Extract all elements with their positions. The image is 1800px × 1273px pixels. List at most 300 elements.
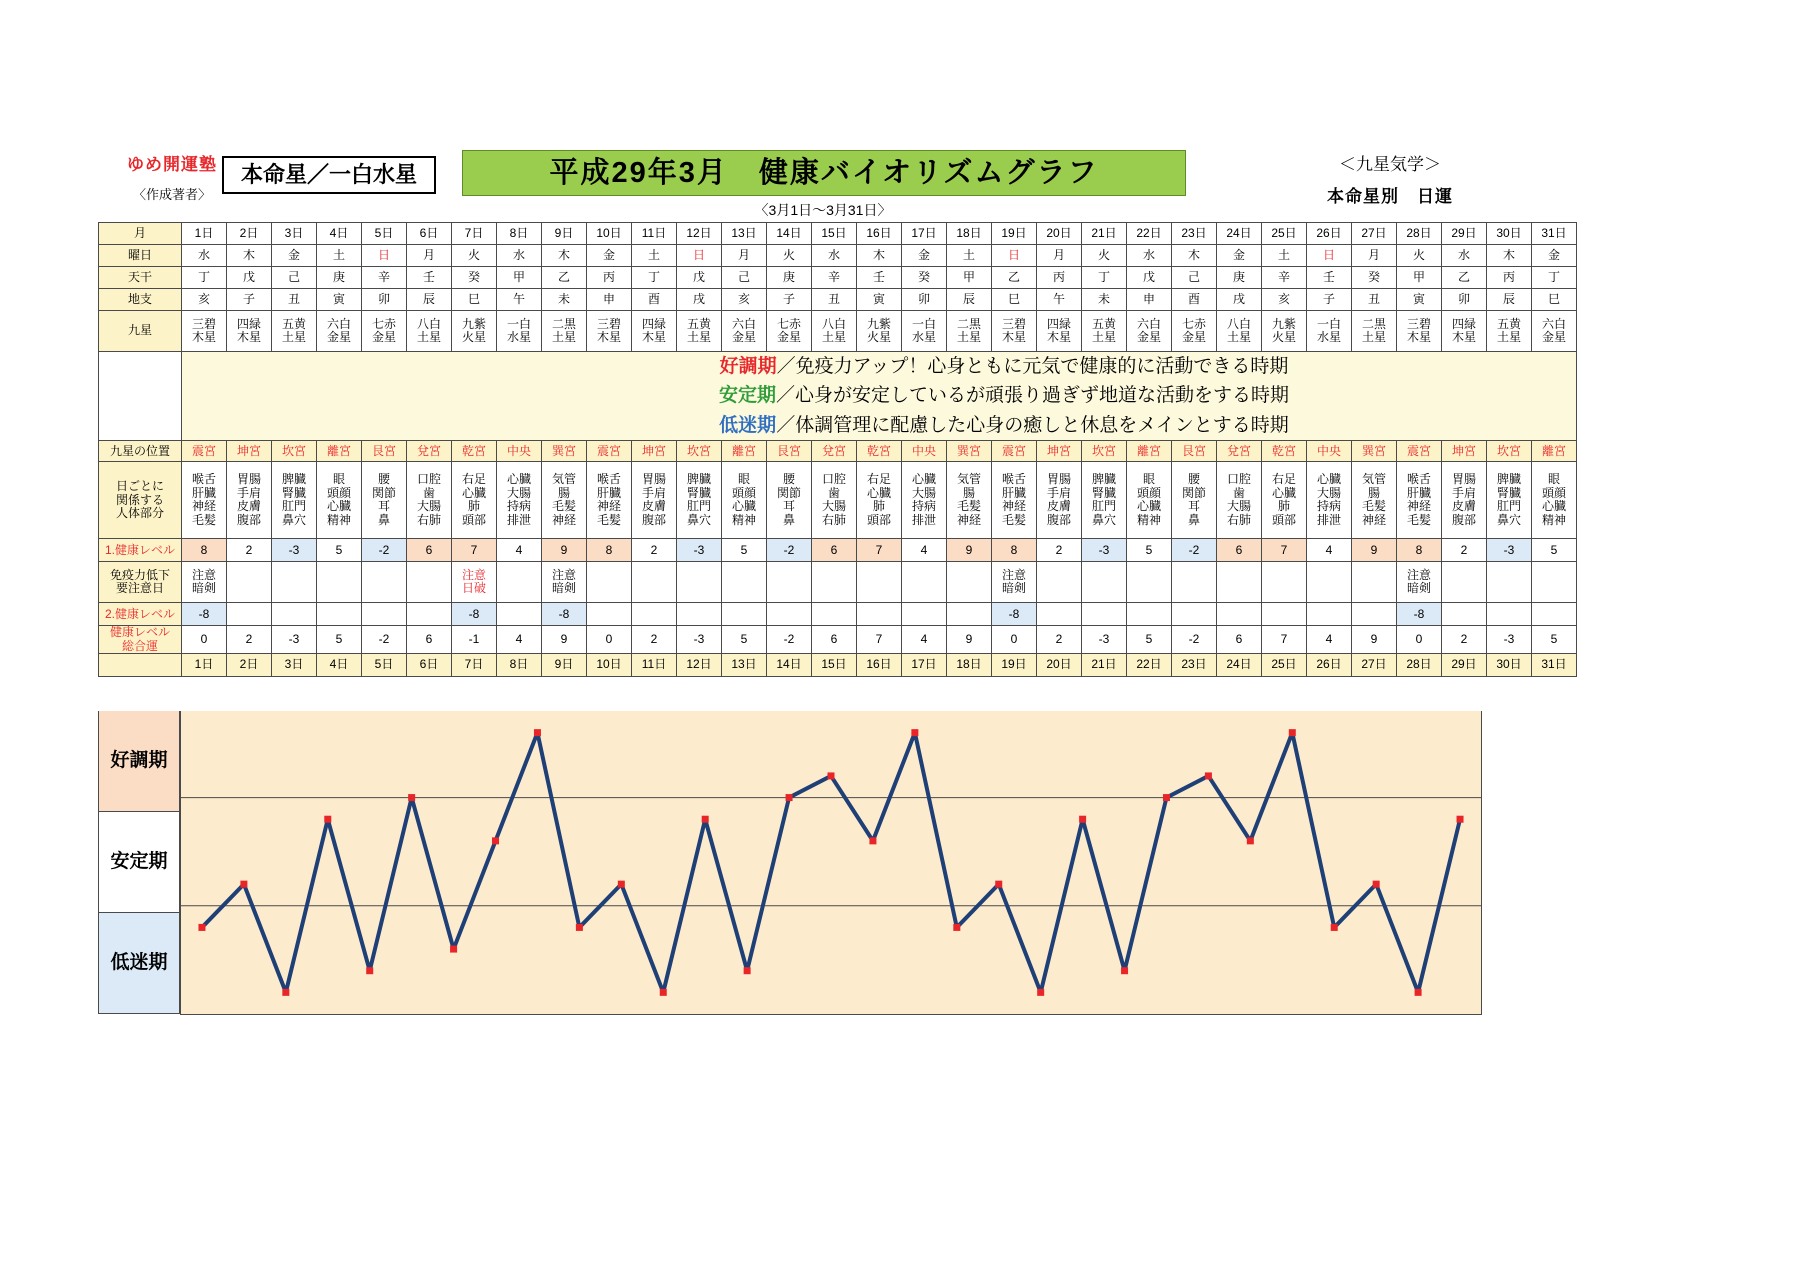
cell: -3 [677, 539, 722, 562]
cell [767, 562, 812, 603]
cell: 卯 [902, 289, 947, 311]
cell: 乾宮 [857, 441, 902, 462]
cell: 6 [407, 626, 452, 654]
cell: 離宮 [722, 441, 767, 462]
cell: 土 [632, 245, 677, 267]
cell: -8 [542, 603, 587, 626]
cell: 丙 [1487, 267, 1532, 289]
cell: 丙 [1037, 267, 1082, 289]
cell [1352, 603, 1397, 626]
cell: 火 [767, 245, 812, 267]
cell: 己 [272, 267, 317, 289]
cell: 兌宮 [1217, 441, 1262, 462]
cell: 壬 [857, 267, 902, 289]
cell: 9 [542, 539, 587, 562]
cell: 亥 [722, 289, 767, 311]
cell: 4日 [317, 223, 362, 245]
cell: 壬 [407, 267, 452, 289]
cell: 心臓 大腸 持病 排泄 [902, 462, 947, 539]
cell: 25日 [1262, 654, 1307, 677]
cell: 丑 [812, 289, 857, 311]
cell: 艮宮 [767, 441, 812, 462]
cell: 戌 [1217, 289, 1262, 311]
cell [272, 562, 317, 603]
cell: 12日 [677, 654, 722, 677]
cell: 木 [1487, 245, 1532, 267]
cell: 寅 [1397, 289, 1442, 311]
cell: 巳 [452, 289, 497, 311]
cell: 右足 心臓 肺 頭部 [857, 462, 902, 539]
cell: 眼 頭顔 心臓 精神 [1532, 462, 1577, 539]
cell: -3 [1487, 626, 1532, 654]
cell: 丙 [587, 267, 632, 289]
cell: 2日 [227, 654, 272, 677]
cell: 20日 [1037, 223, 1082, 245]
cell: 12日 [677, 223, 722, 245]
cell: 19日 [992, 654, 1037, 677]
cell: 9 [542, 626, 587, 654]
cell: 日 [1307, 245, 1352, 267]
cell: 乙 [992, 267, 1037, 289]
table-row [99, 267, 1577, 289]
cell: 乙 [1442, 267, 1487, 289]
row-label: 免疫力低下 要注意日 [99, 562, 182, 603]
cell: 脾臓 腎臓 肛門 鼻穴 [272, 462, 317, 539]
cell: 二黒 土星 [1352, 311, 1397, 352]
cell: -8 [1397, 603, 1442, 626]
cell: 8 [992, 539, 1037, 562]
cell: 15日 [812, 654, 857, 677]
cell: 11日 [632, 654, 677, 677]
cell: 中央 [497, 441, 542, 462]
cell: 兌宮 [407, 441, 452, 462]
cell: 兌宮 [812, 441, 857, 462]
cell: 坎宮 [1487, 441, 1532, 462]
cell: 心臓 大腸 持病 排泄 [497, 462, 542, 539]
cell: 中央 [902, 441, 947, 462]
cell [722, 603, 767, 626]
cell: 9日 [542, 223, 587, 245]
cell: 注意 暗剣 [542, 562, 587, 603]
cell: 31日 [1532, 654, 1577, 677]
cell: 24日 [1217, 223, 1262, 245]
cell: 寅 [317, 289, 362, 311]
cell: 卯 [362, 289, 407, 311]
cell: -3 [1082, 626, 1127, 654]
cell: 月 [1352, 245, 1397, 267]
cell: 午 [1037, 289, 1082, 311]
cell [1037, 562, 1082, 603]
cell: 0 [1397, 626, 1442, 654]
cell: 腰 関節 耳 鼻 [1172, 462, 1217, 539]
table-row [99, 441, 1577, 462]
cell: 木 [542, 245, 587, 267]
cell: 坎宮 [1082, 441, 1127, 462]
cell: 右足 心臓 肺 頭部 [452, 462, 497, 539]
cell: 4日 [317, 654, 362, 677]
cell: 18日 [947, 654, 992, 677]
cell: 2 [632, 539, 677, 562]
cell [947, 562, 992, 603]
cell: 三碧 木星 [182, 311, 227, 352]
cell [1352, 562, 1397, 603]
cell: 金 [1217, 245, 1262, 267]
cell: 2 [227, 626, 272, 654]
cell [722, 562, 767, 603]
cell: 甲 [497, 267, 542, 289]
band-label-high: 好調期 [98, 711, 180, 812]
cell: -8 [992, 603, 1037, 626]
row-label: 2.健康レベル [99, 603, 182, 626]
honmeibetsu-label: 本命星別 日運 [1327, 187, 1453, 206]
cell: 月 [722, 245, 767, 267]
cell: 眼 頭顔 心臓 精神 [722, 462, 767, 539]
cell: 10日 [587, 654, 632, 677]
cell: 木 [227, 245, 272, 267]
cell: 離宮 [1532, 441, 1577, 462]
cell: 7 [857, 539, 902, 562]
cell: 震宮 [1397, 441, 1442, 462]
cell [587, 603, 632, 626]
cell: 巳 [1532, 289, 1577, 311]
cell: 16日 [857, 223, 902, 245]
cell: 乾宮 [1262, 441, 1307, 462]
cell: 水 [497, 245, 542, 267]
cell: 六白 金星 [1532, 311, 1577, 352]
cell: 3日 [272, 223, 317, 245]
brand-name: ゆめ開運塾 [127, 155, 217, 174]
cell: 21日 [1082, 654, 1127, 677]
cell: 寅 [857, 289, 902, 311]
cell [1082, 562, 1127, 603]
cell: -2 [767, 626, 812, 654]
cell: 八白 土星 [812, 311, 857, 352]
cell: 24日 [1217, 654, 1262, 677]
table-row [99, 462, 1577, 539]
cell: 6 [812, 626, 857, 654]
cell: 27日 [1352, 223, 1397, 245]
table-row [99, 245, 1577, 267]
cell: 壬 [1307, 267, 1352, 289]
row-label: 天干 [99, 267, 182, 289]
cell: 甲 [947, 267, 992, 289]
cell: 眼 頭顔 心臓 精神 [1127, 462, 1172, 539]
cell [1262, 562, 1307, 603]
cell [1532, 603, 1577, 626]
cell: 11日 [632, 223, 677, 245]
cell: 注意 暗剣 [1397, 562, 1442, 603]
cell: 2 [1037, 539, 1082, 562]
cell: 金 [272, 245, 317, 267]
cell: 五黄 土星 [1082, 311, 1127, 352]
band-label-stable: 安定期 [98, 812, 180, 913]
cell: 0 [182, 626, 227, 654]
cell: 四緑 木星 [1442, 311, 1487, 352]
cell [227, 562, 272, 603]
cell: 辰 [407, 289, 452, 311]
cell: 亥 [1262, 289, 1307, 311]
cell: 腰 関節 耳 鼻 [767, 462, 812, 539]
cell: 2 [227, 539, 272, 562]
cell: 坤宮 [1442, 441, 1487, 462]
cell: 5 [1127, 626, 1172, 654]
cell: 月 [1037, 245, 1082, 267]
cell: 金 [1532, 245, 1577, 267]
cell: 胃腸 手肩 皮膚 腹部 [1037, 462, 1082, 539]
cell: 月 [407, 245, 452, 267]
cell [1217, 562, 1262, 603]
cell [1262, 603, 1307, 626]
cell: 六白 金星 [722, 311, 767, 352]
cell [677, 562, 722, 603]
cell: 亥 [182, 289, 227, 311]
cell: 26日 [1307, 654, 1352, 677]
cell: 五黄 土星 [1487, 311, 1532, 352]
cell: -8 [452, 603, 497, 626]
cell: 0 [992, 626, 1037, 654]
cell: 2日 [227, 223, 272, 245]
row-label: 月 [99, 223, 182, 245]
cell: 酉 [1172, 289, 1217, 311]
cell: -8 [182, 603, 227, 626]
biorhythm-chart [180, 711, 1482, 1015]
cell: 三碧 木星 [1397, 311, 1442, 352]
cell: 震宮 [992, 441, 1037, 462]
cell: 9 [947, 626, 992, 654]
cell [947, 603, 992, 626]
cell: 28日 [1397, 654, 1442, 677]
cell: 六白 金星 [317, 311, 362, 352]
cell: 5 [1532, 626, 1577, 654]
cell: 7 [1262, 539, 1307, 562]
cell: 三碧 木星 [992, 311, 1037, 352]
cell: 27日 [1352, 654, 1397, 677]
cell: 5 [722, 539, 767, 562]
cell: 甲 [1397, 267, 1442, 289]
cell: 2 [632, 626, 677, 654]
cell: 水 [182, 245, 227, 267]
cell [1217, 603, 1262, 626]
cell: 30日 [1487, 654, 1532, 677]
cell [227, 603, 272, 626]
title-banner [462, 150, 1186, 196]
cell: 2 [1442, 626, 1487, 654]
cell: 4 [497, 626, 542, 654]
cell: 五黄 土星 [677, 311, 722, 352]
cell: 中央 [1307, 441, 1352, 462]
cell: 水 [1127, 245, 1172, 267]
cell: 気管 腸 毛髪 神経 [542, 462, 587, 539]
cell [902, 562, 947, 603]
cell: 31日 [1532, 223, 1577, 245]
cell: -2 [362, 626, 407, 654]
cell: 7日 [452, 223, 497, 245]
cell [1127, 562, 1172, 603]
cell: 一白 水星 [497, 311, 542, 352]
cell: 一白 水星 [902, 311, 947, 352]
cell: 25日 [1262, 223, 1307, 245]
row-label: 曜日 [99, 245, 182, 267]
cell: 喉舌 肝臓 神経 毛髪 [992, 462, 1037, 539]
cell [812, 562, 857, 603]
cell: 癸 [1352, 267, 1397, 289]
cell: 卯 [1442, 289, 1487, 311]
cell: 胃腸 手肩 皮膚 腹部 [227, 462, 272, 539]
cell: 5 [317, 539, 362, 562]
cell: -2 [1172, 626, 1217, 654]
cell: 7 [452, 539, 497, 562]
cell: -2 [362, 539, 407, 562]
cell: 23日 [1172, 654, 1217, 677]
cell: 離宮 [317, 441, 362, 462]
cell: 艮宮 [1172, 441, 1217, 462]
cell: 金 [587, 245, 632, 267]
cell: 日 [362, 245, 407, 267]
cell: 21日 [1082, 223, 1127, 245]
header-right [1290, 150, 1490, 207]
cell: -3 [272, 539, 317, 562]
cell: 15日 [812, 223, 857, 245]
cell: 土 [947, 245, 992, 267]
cell [317, 603, 362, 626]
cell: 七赤 金星 [362, 311, 407, 352]
cell: 5 [722, 626, 767, 654]
table-row [99, 223, 1577, 245]
cell: 金 [902, 245, 947, 267]
cell: 0 [587, 626, 632, 654]
table-row [99, 289, 1577, 311]
cell: 2 [1037, 626, 1082, 654]
cell: 四緑 木星 [1037, 311, 1082, 352]
cell: 辰 [1487, 289, 1532, 311]
cell: 30日 [1487, 223, 1532, 245]
cell: 腰 関節 耳 鼻 [362, 462, 407, 539]
cell: 土 [317, 245, 362, 267]
kyusei-kigaku-label: ＜九星気学＞ [1339, 155, 1441, 174]
cell: 九紫 火星 [452, 311, 497, 352]
cell: 八白 土星 [407, 311, 452, 352]
cell [1442, 603, 1487, 626]
cell: 9日 [542, 654, 587, 677]
cell: 丁 [632, 267, 677, 289]
cell: 庚 [317, 267, 362, 289]
cell: 右足 心臓 肺 頭部 [1262, 462, 1307, 539]
cell: 喉舌 肝臓 神経 毛髪 [182, 462, 227, 539]
cell: 6日 [407, 654, 452, 677]
cell: 7 [857, 626, 902, 654]
cell: 22日 [1127, 223, 1172, 245]
cell: 日 [677, 245, 722, 267]
cell: 癸 [902, 267, 947, 289]
cell: 巽宮 [1352, 441, 1397, 462]
cell: 坎宮 [272, 441, 317, 462]
cell: 辰 [947, 289, 992, 311]
cell: 六白 金星 [1127, 311, 1172, 352]
cell: 坤宮 [1037, 441, 1082, 462]
cell [362, 603, 407, 626]
cell [587, 562, 632, 603]
cell: 喉舌 肝臓 神経 毛髪 [1397, 462, 1442, 539]
cell: 18日 [947, 223, 992, 245]
cell: 16日 [857, 654, 902, 677]
row-label: 九星 [99, 311, 182, 352]
cell: 水 [1442, 245, 1487, 267]
cell [1127, 603, 1172, 626]
cell: 巽宮 [947, 441, 992, 462]
cell [677, 603, 722, 626]
cell: 丑 [1352, 289, 1397, 311]
cell: 26日 [1307, 223, 1352, 245]
cell: 8 [182, 539, 227, 562]
cell: 火 [1397, 245, 1442, 267]
cell: -1 [452, 626, 497, 654]
cell: 九紫 火星 [1262, 311, 1307, 352]
cell: 口腔 歯 大腸 右肺 [407, 462, 452, 539]
cell: 脾臓 腎臓 肛門 鼻穴 [677, 462, 722, 539]
cell [767, 603, 812, 626]
cell: 17日 [902, 654, 947, 677]
cell: 土 [1262, 245, 1307, 267]
cell: 未 [1082, 289, 1127, 311]
row-label: 地支 [99, 289, 182, 311]
cell: 眼 頭顔 心臓 精神 [317, 462, 362, 539]
cell: 8 [587, 539, 632, 562]
table-row [99, 603, 1577, 626]
table-row [99, 539, 1577, 562]
cell: 二黒 土星 [542, 311, 587, 352]
cell: 8日 [497, 223, 542, 245]
cell [1037, 603, 1082, 626]
cell: 喉舌 肝臓 神経 毛髪 [587, 462, 632, 539]
cell: 5日 [362, 223, 407, 245]
cell: 4 [902, 626, 947, 654]
page-title: 平成29年3月 健康バイオリズムグラフ [549, 157, 1099, 189]
table-row [99, 311, 1577, 352]
cell: 午 [497, 289, 542, 311]
cell: 注意 日破 [452, 562, 497, 603]
cell: 1日 [182, 654, 227, 677]
cell: 己 [722, 267, 767, 289]
cell: 1日 [182, 223, 227, 245]
cell [1442, 562, 1487, 603]
legend-row [99, 352, 1577, 441]
row-label: 1.健康レベル [99, 539, 182, 562]
cell [497, 562, 542, 603]
cell: 29日 [1442, 654, 1487, 677]
cell: -3 [1082, 539, 1127, 562]
cell: -2 [767, 539, 812, 562]
row-label: 健康レベル 総合運 [99, 626, 182, 654]
cell [632, 562, 677, 603]
cell: 20日 [1037, 654, 1082, 677]
cell [272, 603, 317, 626]
cell: 火 [1082, 245, 1127, 267]
cell: 坎宮 [677, 441, 722, 462]
cell [1532, 562, 1577, 603]
cell: 丁 [1532, 267, 1577, 289]
cell: 6 [407, 539, 452, 562]
cell: 戊 [677, 267, 722, 289]
cell: 子 [767, 289, 812, 311]
cell: 胃腸 手肩 皮膚 腹部 [1442, 462, 1487, 539]
cell: 胃腸 手肩 皮膚 腹部 [632, 462, 677, 539]
cell: 19日 [992, 223, 1037, 245]
cell: 注意 暗剣 [992, 562, 1037, 603]
cell: 気管 腸 毛髪 神経 [947, 462, 992, 539]
table-row [99, 562, 1577, 603]
cell: 乾宮 [452, 441, 497, 462]
cell: 脾臓 腎臓 肛門 鼻穴 [1487, 462, 1532, 539]
